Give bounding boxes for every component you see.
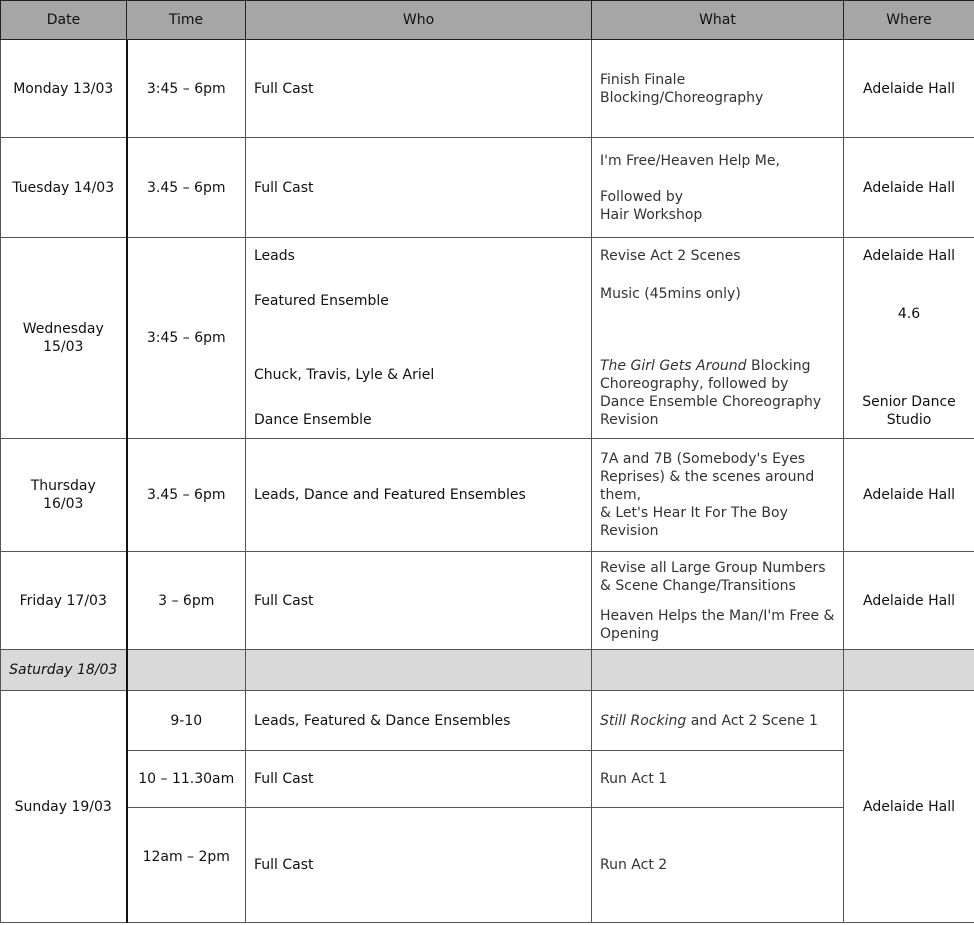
what-line: Revise Act 2 Scenes [600,248,741,264]
table-row [1,552,974,650]
where-cell: Adelaide Hall [844,552,974,650]
what-rest: Blocking Choreography, followed by Dance Ensemble Choreography Revision [600,358,822,428]
who-cell [246,238,592,439]
where-cell: Adelaide Hall [844,691,974,923]
time-cell: 9-10 [127,691,246,751]
what-cell [592,552,844,650]
what-line: 7A and 7B (Somebody's Eyes Reprises) & the scenes around them, [600,451,815,503]
where-cell: Adelaide Hall [844,40,974,138]
table-row [1,751,974,808]
what-cell [592,439,844,552]
table-row [1,691,974,751]
where-line: 4.6 [897,306,921,322]
table-row [1,138,974,238]
who-line: Dance Ensemble [254,411,372,428]
what-line: Blocking/Choreography [600,89,764,106]
date-cell: Saturday 18/03 [1,650,127,691]
who-cell: Leads, Featured & Dance Ensembles [246,691,592,751]
where-line: Senior Dance Studio [862,394,956,428]
date-cell: Monday 13/03 [1,40,127,138]
what-line: Music (45mins only) [600,286,741,302]
what-line: & Let's Hear It For The Boy Revision [600,505,788,539]
table-row [1,650,974,691]
date-cell: Friday 17/03 [1,552,127,650]
who-cell: Full Cast [246,552,592,650]
who-cell: Full Cast [246,751,592,808]
what-rest: and Act 2 Scene 1 [686,712,818,729]
time-cell: 3:45 – 6pm [127,238,246,439]
what-line: Finish Finale [600,71,686,88]
table-row [1,439,974,552]
table-row [1,238,974,439]
what-cell [592,650,844,691]
what-line: Heaven Helps the Man/I'm Free & Opening [600,607,835,642]
time-cell: 3 – 6pm [127,552,246,650]
header-what: What [592,1,844,40]
who-stack [254,243,583,433]
where-stack [852,243,966,433]
header-time: Time [127,1,246,40]
who-cell: Full Cast [246,40,592,138]
show-title: Still Rocking [600,712,687,729]
table-row [1,40,974,138]
what-cell [592,691,844,751]
what-cell [592,138,844,238]
what-line: Revise all Large Group Numbers & Scene Change/Transitions [600,559,826,594]
what-line: Hair Workshop [600,206,703,223]
where-cell: Adelaide Hall [844,439,974,552]
header-who: Who [246,1,592,40]
who-cell: Full Cast [246,808,592,923]
date-cell: Wednesday 15/03 [1,238,127,439]
time-cell: 12am – 2pm [127,808,246,923]
header-date: Date [1,1,127,40]
time-cell [127,650,246,691]
time-cell: 3.45 – 6pm [127,138,246,238]
what-line: I'm Free/Heaven Help Me, [600,152,780,169]
who-cell: Leads, Dance and Featured Ensembles [246,439,592,552]
header-where: Where [844,1,974,40]
what-cell: Run Act 1 [592,751,844,808]
time-cell: 10 – 11.30am [127,751,246,808]
date-cell: Sunday 19/03 [1,691,127,923]
header-row [1,1,974,40]
what-cell [592,40,844,138]
what-cell: Run Act 2 [592,808,844,923]
who-line: Chuck, Travis, Lyle & Ariel [254,367,435,384]
where-cell [844,238,974,439]
date-cell: Thursday 16/03 [1,439,127,552]
time-cell: 3.45 – 6pm [127,439,246,552]
what-line [600,357,835,429]
where-cell: Adelaide Hall [844,138,974,238]
where-line: Adelaide Hall [862,248,956,264]
what-stack [600,243,835,433]
who-line: Leads [254,248,295,264]
what-spacer [600,170,835,188]
what-cell [592,238,844,439]
who-cell [246,650,592,691]
show-title: The Girl Gets Around [600,358,747,374]
time-cell: 3:45 – 6pm [127,40,246,138]
date-cell: Tuesday 14/03 [1,138,127,238]
who-line: Featured Ensemble [254,292,389,309]
what-line: Followed by [600,188,684,205]
who-cell: Full Cast [246,138,592,238]
table-row [1,808,974,923]
where-cell [844,650,974,691]
